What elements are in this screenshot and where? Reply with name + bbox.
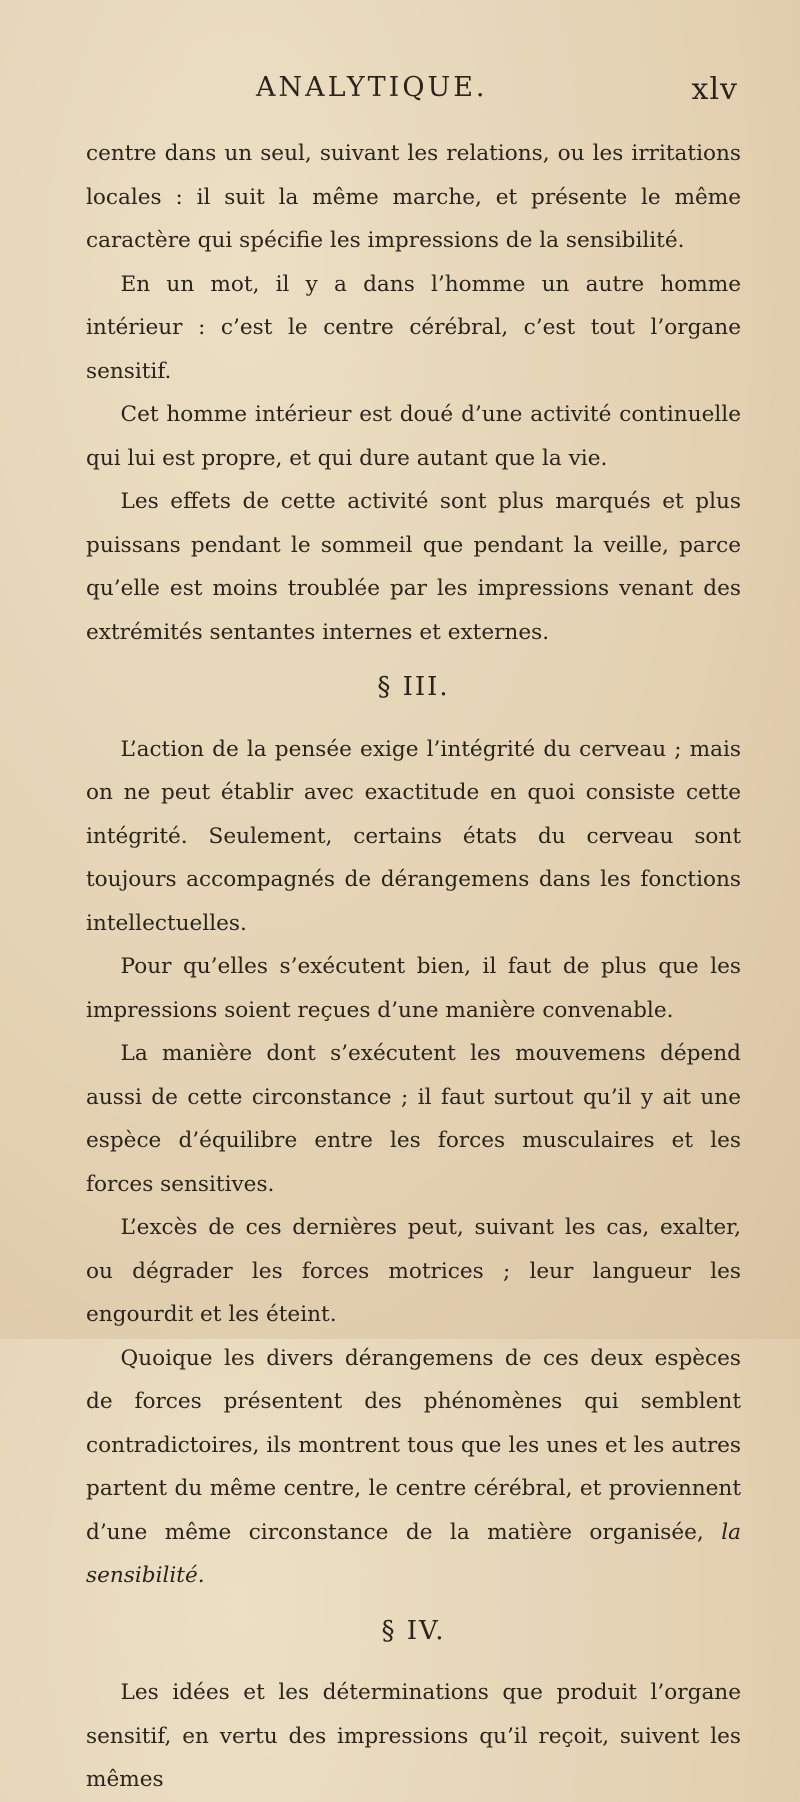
paragraph-5: L’action de la pensée exige l’intégrité du cerveau ; mais on ne peut établir avec exactitude en quoi consiste cette intégrité. Seulement, certains états du cerveau sont toujours accompagnés de dérangemens dans les fonctions intellectuelles.	[86, 736, 741, 936]
paragraph-7: La manière dont s’exécutent les mouvemens dépend aussi de cette circonstance ; il faut surtout qu’il y ait une espèce d’équilibre entre les forces musculaires et les forces sensitives.	[86, 1041, 741, 1197]
paragraph-4: Les effets de cette activité sont plus marqués et plus puissans pendant le sommeil que pendant la veille, parce qu’elle est moins troublée par les impressions venant des extrémités sentantes internes et externes.	[86, 489, 741, 645]
paragraph-3: Cet homme intérieur est doué d’une activité continuelle qui lui est propre, et qui dure autant que la vie.	[86, 402, 741, 471]
page-number: xlv	[691, 72, 738, 107]
paragraph-10: Les idées et les déterminations que produit l’organe sensitif, en vertu des impressions qu’il reçoit, suivent les mêmes	[86, 1680, 741, 1792]
page-header	[90, 72, 738, 112]
paragraph-2: En un mot, il y a dans l’homme un autre homme intérieur : c’est le centre cérébral, c’est tout l’organe sensitif.	[86, 271, 741, 384]
paragraph-8: L’excès de ces dernières peut, suivant les cas, exalter, ou dégrader les forces motrices ; leur langueur les engourdit et les éteint.	[86, 1215, 741, 1327]
paragraph-9	[86, 1337, 741, 1598]
page-body	[86, 132, 741, 1802]
section-heading-4: § IV.	[381, 1615, 446, 1646]
paragraph-1: centre dans un seul, suivant les relations, ou les irritations locales : il suit la même marche, et présente le même caractère qui spécifie les impressions de la sensibilité.	[86, 141, 741, 253]
running-head: ANALYTIQUE.	[256, 72, 488, 103]
paragraph-9-text: Quoique les divers dérangemens de ces deux espèces de forces présentent des phénomènes qui semblent contradictoires, ils montrent tous que les unes et les autres partent du même centre, le centre cérébral, et proviennent d’une même circonstance de la matière organisée,	[86, 1345, 741, 1545]
paragraph-6: Pour qu’elles s’exécutent bien, il faut de plus que les impressions soient reçues d’une manière convenable.	[86, 954, 741, 1023]
section-heading-3: § III.	[377, 672, 450, 702]
paragraph-9-italic: la sensibilité.	[86, 1519, 741, 1588]
